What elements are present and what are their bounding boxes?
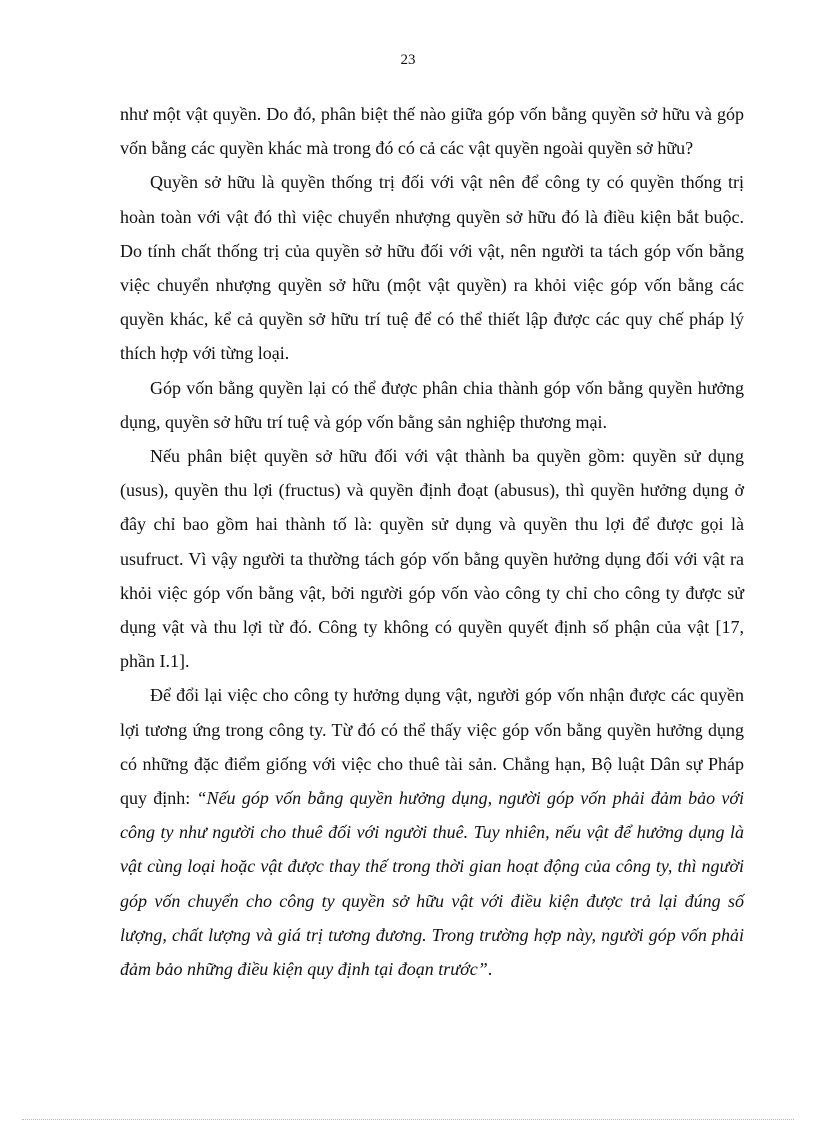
paragraph-2: Quyền sở hữu là quyền thống trị đối với vật nên để công ty có quyền thống trị hoàn toàn với vật đó thì việc chuyển nhượng quyền sở hữu đó là điều kiện bắt buộc. Do tính chất thống trị của quyền sở hữu đối với vật, nên người ta tách góp vốn bằng việc chuyển nhượng quyền sở hữu (một vật quyền) ra khỏi việc góp vốn bằng các quyền khác, kể cả quyền sở hữu trí tuệ để có thể thiết lập được các quy chế pháp lý thích hợp với từng loại. (120, 172, 744, 364)
paragraph-1: như một vật quyền. Do đó, phân biệt thế nào giữa góp vốn bằng quyền sở hữu và góp vốn bằng các quyền khác mà trong đó có cả các vật quyền ngoài quyền sở hữu? (120, 104, 744, 159)
civil-code-quote: “Nếu góp vốn bằng quyền hưởng dụng, người góp vốn phải đảm bảo với công ty như người cho thuê đối với người thuê. Tuy nhiên, nếu vật để hưởng dụng là vật cùng loại hoặc vật được thay thế trong thời gian hoạt động của công ty, thì người góp vốn chuyển cho công ty quyền sở hữu vật với điều kiện được trả lại đúng số lượng, chất lượng và giá trị tương đương. Trong trường hợp này, người góp vốn phải đảm bảo những điều kiện quy định tại đoạn trước” (120, 788, 744, 980)
paragraph-3: Góp vốn bằng quyền lại có thể được phân chia thành góp vốn bằng quyền hưởng dụng, quyền sở hữu trí tuệ và góp vốn bằng sản nghiệp thương mại. (120, 377, 744, 432)
document-body (120, 97, 744, 986)
paragraph-5-intro: Để đổi lại việc cho công ty hưởng dụng vật, người góp vốn nhận được các quyền lợi tương ứng trong công ty. Từ đó có thể thấy việc góp vốn bằng quyền hưởng dụng có những đặc điểm giống với việc cho thuê tài sản. Chẳng hạn, Bộ luật Dân sự Pháp quy định: (120, 685, 744, 809)
paragraph-5 (120, 678, 744, 986)
page-bottom-divider (22, 1119, 794, 1120)
paragraph-4: Nếu phân biệt quyền sở hữu đối với vật thành ba quyền gồm: quyền sử dụng (usus), quyền thu lợi (fructus) và quyền định đoạt (abusus), thì quyền hưởng dụng ở đây chỉ bao gồm hai thành tố là: quyền sử dụng và quyền thu lợi để được gọi là usufruct. Vì vậy người ta thường tách góp vốn bằng quyền hưởng dụng đối với vật ra khỏi việc góp vốn bằng vật, bởi người góp vốn vào công ty chỉ cho công ty được sử dụng vật và thu lợi từ đó. Công ty không có quyền quyết định số phận của vật [17, phần I.1]. (120, 446, 744, 672)
paragraph-5-end: . (487, 959, 493, 980)
page-number: 23 (400, 52, 416, 68)
